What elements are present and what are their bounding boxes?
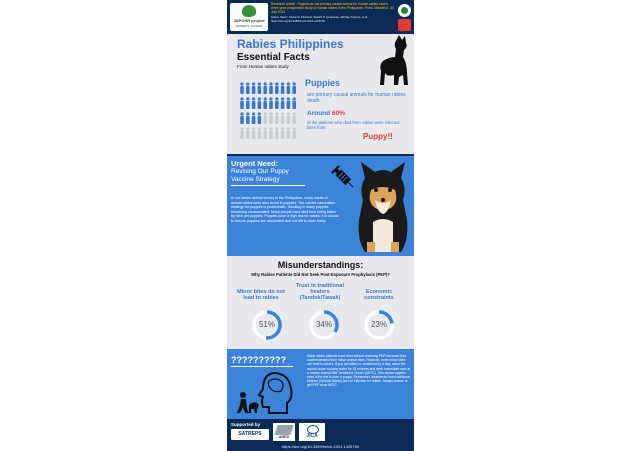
question-marks: ?????????? bbox=[231, 355, 286, 365]
divider-line bbox=[231, 185, 305, 186]
satreps-text: SATREPS bbox=[238, 431, 262, 437]
advice-body: Many rabies patients have died without receiving PEP because they underestimated their minor animal bites. However, even minor bites can lead to rabies. If you are bitten or scratched by a dog, wash the wound under running water for 15 minutes and seek immediate care at a nearby Animal Bite Treatment Center (ABTC). This advice applies even if the bite is from a puppy. Remember, treatments from traditional healers (Tandok/Tawak) are not effective for rabies. Always ensure to get PEP at an ABTC. bbox=[307, 354, 411, 388]
around-prefix: Around bbox=[307, 110, 331, 117]
percent-label: 51% bbox=[258, 320, 275, 329]
divider-line bbox=[231, 366, 293, 367]
main-title: Rabies Philippines bbox=[237, 37, 344, 51]
puppy-photo bbox=[355, 160, 411, 254]
essential-facts-section bbox=[227, 34, 414, 154]
logo-sub: SATREPS JAPOHR bbox=[235, 24, 263, 28]
urgent-title: Urgent Need: bbox=[231, 159, 279, 168]
supported-by-label: Supported by bbox=[231, 422, 260, 427]
doi-link[interactable]: https://doi.org/10.3389/fmicb.2024.1425766 bbox=[281, 444, 360, 449]
around-value: 60% bbox=[331, 110, 345, 117]
amed-text: AMED bbox=[278, 435, 290, 439]
jica-logo bbox=[299, 423, 325, 441]
leaf-icon bbox=[242, 5, 256, 17]
reason-label: Economic constraints bbox=[364, 289, 394, 302]
misunderstandings-subtitle: Why Rabies Patients Did Not Seek Post-Exposure Prophylaxis (PEP)? bbox=[251, 272, 390, 277]
around-stat bbox=[307, 110, 345, 117]
japohr-logo bbox=[230, 3, 268, 31]
black-dog-icon bbox=[377, 35, 411, 87]
advice-section bbox=[227, 349, 414, 419]
citation-text: Research article : Puppies as the primary causal animal for human rabies cases: three-year prospective study of human rabies in the Philippines. Front. Microbiol., 30 July 2024 bbox=[271, 2, 394, 15]
puppies-heading: Puppies bbox=[305, 78, 341, 88]
reason-label: Trust in traditional healers (Tandok/Tawak) bbox=[296, 283, 344, 302]
supporters-bar bbox=[227, 419, 414, 443]
footer-bar bbox=[227, 443, 414, 451]
section-title: Essential Facts bbox=[237, 52, 310, 63]
urgent-body: In our rabies animal survey in the Philippines, many cases of animal rabies were also found in puppies. The current vaccination strategy for puppies is problematic, resulting in many puppies remaining unvaccinated. Many people have died from being bitten by their pet puppies. Puppies pose a high risk for rabies. It is crucial to ensure puppies are vaccinated and not left to roam freely. bbox=[231, 196, 339, 223]
puppy-label: Puppy!! bbox=[363, 132, 393, 141]
source-text: From Human rabies study bbox=[237, 64, 289, 69]
header-bar bbox=[227, 0, 414, 34]
urgent-subtitle: Revising Our Puppy Vaccine Strategy bbox=[231, 168, 289, 183]
around-text: of the patients who died from rabies were infected bites from bbox=[307, 120, 400, 131]
logo-text: JAPOHR project bbox=[233, 18, 265, 23]
infographic-poster bbox=[227, 0, 414, 451]
reason-label: Minor bites do not lead to rabies bbox=[237, 289, 285, 302]
puppies-text: are primary causal animals for human rabies death bbox=[307, 92, 406, 104]
percent-label: 34% bbox=[315, 320, 332, 329]
syringe-icon bbox=[331, 164, 357, 192]
misunderstandings-section bbox=[227, 256, 414, 349]
open-access-icon bbox=[398, 4, 411, 17]
urgent-need-section bbox=[227, 154, 414, 256]
authors-text: Nobuo Saito*, Kazunori Kimitsuki, Beatriz P. Quiambao, Michiko Toizumi, et al. https://doi.org/10.3389/fmicb.2024.1425766 bbox=[271, 15, 368, 23]
amed-logo bbox=[273, 423, 295, 441]
percent-label: 23% bbox=[370, 320, 387, 329]
thinking-head-icon bbox=[233, 369, 297, 415]
divider bbox=[227, 154, 414, 156]
jica-text: JICA bbox=[306, 433, 318, 439]
journal-icon bbox=[398, 19, 411, 31]
people-grid-icon bbox=[239, 80, 299, 145]
satreps-logo bbox=[231, 429, 269, 440]
misunderstandings-title: Misunderstandings: bbox=[277, 260, 364, 270]
